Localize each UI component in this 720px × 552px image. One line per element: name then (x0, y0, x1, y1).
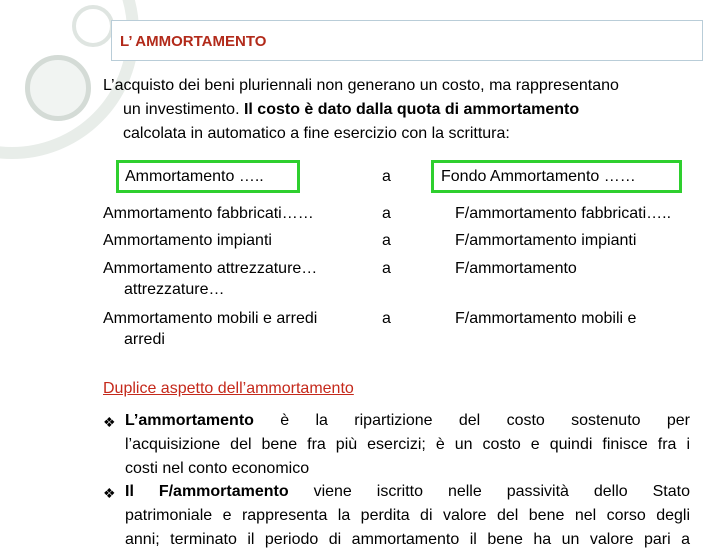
entry-credit: F/ammortamento (455, 260, 577, 277)
intro-line-2 (103, 98, 689, 122)
decorative-circle-tiny (72, 5, 114, 47)
bullet-icon: ❖ (103, 414, 116, 430)
entry-debit: Ammortamento attrezzature… (103, 260, 318, 277)
header-debit-account: Ammortamento ….. (125, 168, 264, 185)
bullet-item (103, 480, 689, 552)
bullet-text (125, 480, 690, 552)
bullet-bold-term: Il F/ammortamento (125, 483, 289, 500)
bullet-text (125, 409, 690, 481)
bullet-line-3: anni; terminato il periodo di ammortamento il bene ha un valore pari a (125, 531, 690, 548)
entry-debit: Ammortamento impianti (103, 232, 272, 249)
bullet-item (103, 409, 689, 481)
entry-credit: F/ammortamento mobili e (455, 310, 637, 327)
entry-connector: a (382, 310, 391, 327)
bullet-line-2: l’acquisizione del bene fra più esercizi; è un costo e quindi finisce fra i (125, 436, 690, 453)
intro-line-2-bold: Il costo è dato dalla quota di ammortamento (243, 101, 580, 118)
intro-line-1: L’acquisto dei beni pluriennali non generano un costo, ma rappresentano (103, 77, 619, 94)
bullet-bold-term: L’ammortamento (125, 412, 254, 429)
entry-debit: Ammortamento mobili e arredi (103, 310, 318, 327)
bullet-line-3: costi nel conto economico (125, 460, 310, 477)
section-heading: Duplice aspetto dell’ammortamento (103, 380, 354, 397)
decorative-circle-small (25, 55, 91, 121)
entry-credit: F/ammortamento fabbricati….. (455, 205, 672, 222)
entry-debit: Ammortamento fabbricati…… (103, 205, 314, 222)
entry-debit-continued: attrezzature… (124, 281, 225, 298)
entry-connector: a (382, 232, 391, 249)
header-connector: a (382, 168, 391, 185)
bullet-line-1: viene iscritto nelle passività dello Stato (288, 483, 690, 500)
bullet-line-1: è la ripartizione del costo sostenuto per (253, 412, 690, 429)
entry-debit-continued: arredi (124, 331, 165, 348)
intro-line-3: calcolata in automatico a fine esercizio con la scrittura: (123, 125, 510, 142)
intro-line-2-plain: un investimento. (123, 101, 244, 118)
intro-paragraph (103, 74, 689, 146)
header-credit-account: Fondo Ammortamento …… (441, 168, 636, 185)
entry-connector: a (382, 260, 391, 277)
bullet-line-2: patrimoniale e rappresenta la perdita di valore del bene nel corso degli (125, 507, 690, 524)
entry-connector: a (382, 205, 391, 222)
bullet-icon: ❖ (103, 485, 116, 501)
page-title: L’ AMMORTAMENTO (120, 33, 267, 50)
entry-credit: F/ammortamento impianti (455, 232, 637, 249)
title-box (111, 20, 703, 61)
